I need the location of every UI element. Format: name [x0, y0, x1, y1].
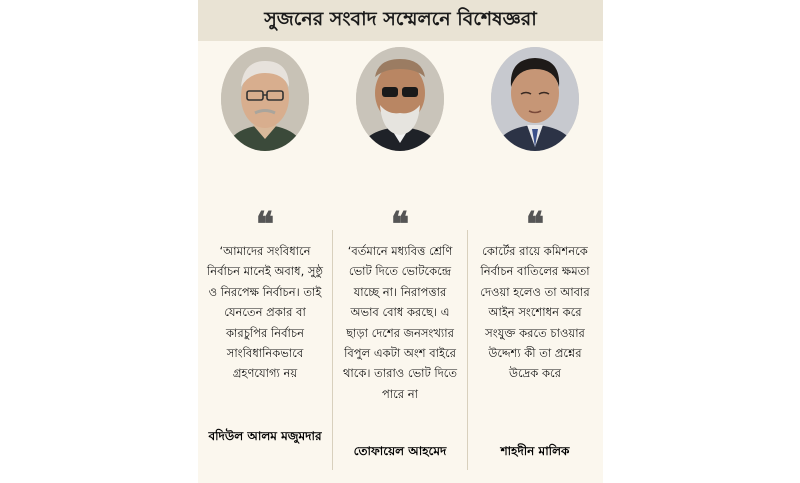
expert-column-1 — [198, 41, 332, 483]
portrait-photo — [221, 47, 309, 151]
expert-column-2 — [333, 41, 467, 483]
expert-name: শাহদীন মালিক — [500, 444, 570, 458]
quote-icon: ❝ — [255, 205, 275, 245]
graphic-title: সুজনের সংবাদ সম্মেলনে বিশেষজ্ঞরা — [198, 0, 603, 41]
quote-icon: ❝ — [390, 205, 410, 245]
quote-text: ‘বর্তমানে মধ্যবিত্ত শ্রেণি ভোট দিতে ভোটকেন্দ্রে যাচ্ছে না। নিরাপত্তার অভাব বোধ করছে। এ ছাড়া দেশের জনসংখ্যার বিপুল একটা অংশ বাইরে থাকে। তারাও ভোট দিতে পারে না — [342, 244, 458, 401]
quote-text: ‘আমাদের সংবিধানে নির্বাচন মানেই অবাধ, সুষ্ঠু ও নিরপেক্ষ নির্বাচন। তাই যেনতেন প্রকার বা কারচুপির নির্বাচন সাংবিধানিকভাবে গ্রহণযোগ্য নয় — [207, 244, 323, 381]
expert-name: বদিউল আলম মজুমদার — [208, 429, 322, 443]
portrait-photo — [491, 47, 579, 151]
news-graphic-card — [198, 0, 603, 483]
quote-text: কোর্টের রায়ে কমিশনকে নির্বাচন বাতিলের ক্ষমতা দেওয়া হলেও তা আবার আইন সংশোধন করে সংযুক্ত করতে চাওয়ার উদ্দেশ্য কী তা প্রশ্নের উদ্রেক করে — [480, 244, 590, 381]
portrait-photo — [356, 47, 444, 151]
quote-icon: ❝ — [525, 205, 545, 245]
expert-name: তোফায়েল আহমেদ — [353, 444, 447, 458]
expert-column-3 — [468, 41, 602, 483]
